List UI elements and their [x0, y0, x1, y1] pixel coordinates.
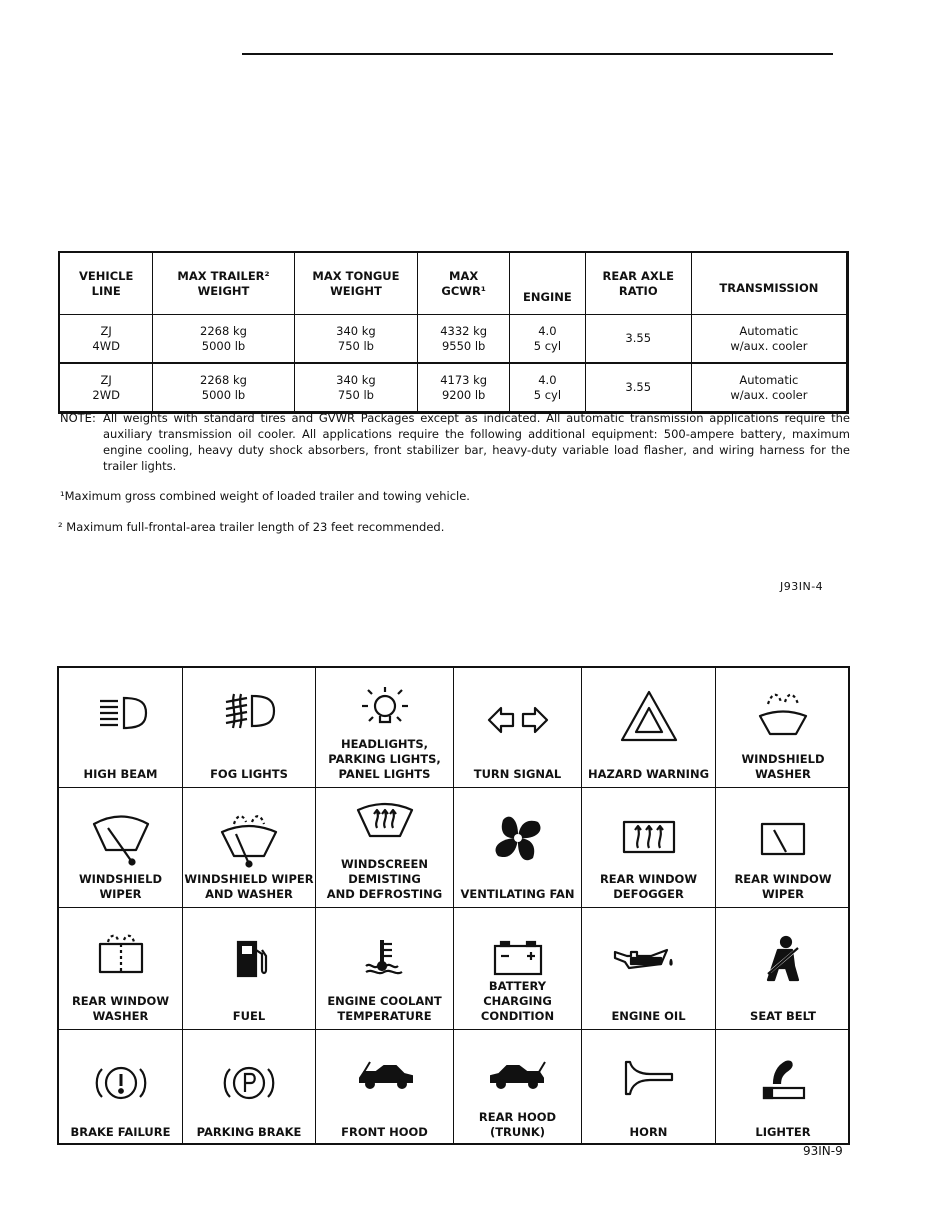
cell-engine: 4.0 5 cyl [510, 315, 586, 364]
symbol-cell-rear-wiper [716, 788, 850, 908]
windshield-washer-icon [748, 688, 818, 740]
cell-vehicle-line: ZJ 4WD [59, 315, 153, 364]
symbol-cell-battery [454, 908, 582, 1030]
fog-lights-icon [214, 688, 284, 738]
symbol-label: HEADLIGHTS, PARKING LIGHTS, PANEL LIGHTS [328, 737, 441, 781]
symbol-cell-fuel [183, 908, 316, 1030]
cell-rear-axle-ratio: 3.55 [585, 363, 691, 413]
symbol-cell-parking-brake [183, 1030, 316, 1145]
symbol-cell-wiper-and-washer [183, 788, 316, 908]
cell-max-gcwr: 4332 kg 9550 lb [418, 315, 510, 364]
symbol-label: FOG LIGHTS [210, 767, 288, 781]
symbol-cell-horn [582, 1030, 716, 1145]
symbol-label: TURN SIGNAL [473, 767, 562, 781]
footnote-1: ¹Maximum gross combined weight of loaded trailer and towing vehicle. [60, 489, 470, 503]
symbol-label: HIGH BEAM [83, 767, 158, 781]
symbol-label: REAR WINDOW WIPER [734, 872, 832, 901]
cell-max-trailer-weight: 2268 kg 5000 lb [153, 363, 294, 413]
symbol-cell-high-beam [59, 668, 183, 788]
figure-id-table: J93IN-4 [780, 580, 824, 593]
battery-icon [483, 938, 553, 978]
symbol-cell-ventilating-fan [454, 788, 582, 908]
coolant-temperature-icon [350, 936, 420, 978]
symbol-label: WINDSHIELD WIPER AND WASHER [184, 872, 314, 901]
symbol-cell-headlights [316, 668, 454, 788]
symbol-cell-seat-belt [716, 908, 850, 1030]
cell-engine: 4.0 5 cyl [510, 363, 586, 413]
seat-belt-icon [748, 934, 818, 984]
symbol-cell-turn-signal [454, 668, 582, 788]
cell-max-trailer-weight: 2268 kg 5000 lb [153, 315, 294, 364]
cell-transmission: Automatic w/aux. cooler [691, 315, 847, 364]
symbol-cell-fog-lights [183, 668, 316, 788]
parking-brake-icon [214, 1060, 284, 1106]
windshield-wiper-icon [86, 810, 156, 866]
header-transmission: TRANSMISSION [691, 252, 847, 315]
symbol-label: SEAT BELT [750, 1009, 816, 1023]
symbol-label: WINDSHIELD WIPER [78, 872, 163, 901]
towing-spec-table [58, 251, 849, 414]
table-header-row [59, 252, 848, 315]
header-max-gcwr: MAX GCWR¹ [418, 252, 510, 315]
table-row [59, 315, 848, 364]
symbol-label: PARKING BRAKE [196, 1125, 302, 1139]
symbol-cell-windshield-wiper [59, 788, 183, 908]
note-text: All weights with standard tires and GVWR Packages except as indicated. All automatic transmission applications require the auxiliary transmission oil cooler. All applications require the following additional equipment: 500-ampere battery, maximum engine cooling, heavy duty shock absorbers, front stabilizer bar, heavy-duty variable load flasher, and wiring harness for the trailer lights. [103, 411, 850, 473]
symbol-cell-coolant-temperature [316, 908, 454, 1030]
symbol-label: REAR WINDOW WASHER [71, 994, 170, 1023]
header-max-tongue-weight: MAX TONGUE WEIGHT [294, 252, 418, 315]
symbol-label: REAR HOOD (TRUNK) [478, 1110, 557, 1139]
symbol-label: FUEL [232, 1009, 266, 1023]
rear-hood-icon [483, 1060, 553, 1090]
fuel-icon [214, 938, 284, 980]
indicator-symbols-grid [57, 666, 850, 1145]
symbol-cell-engine-oil [582, 908, 716, 1030]
symbol-label: BATTERY CHARGING CONDITION [480, 979, 555, 1023]
symbol-label: BRAKE FAILURE [70, 1125, 171, 1139]
symbol-label: LIGHTER [755, 1125, 811, 1139]
symbol-label: ENGINE OIL [611, 1009, 686, 1023]
header-rear-axle-ratio: REAR AXLE RATIO [585, 252, 691, 315]
rear-defogger-icon [614, 816, 684, 858]
symbol-label: ENGINE COOLANT TEMPERATURE [327, 994, 442, 1023]
engine-oil-icon [611, 942, 687, 978]
symbol-label: FRONT HOOD [341, 1125, 428, 1139]
cell-max-tongue-weight: 340 kg 750 lb [294, 315, 418, 364]
table-note [60, 410, 850, 474]
cell-max-tongue-weight: 340 kg 750 lb [294, 363, 418, 413]
front-hood-icon [350, 1060, 420, 1090]
header-max-trailer-weight: MAX TRAILER² WEIGHT [153, 252, 294, 315]
ventilating-fan-icon [483, 810, 553, 866]
symbol-cell-rear-hood [454, 1030, 582, 1145]
top-rule [242, 53, 833, 55]
turn-signal-icon [483, 700, 553, 740]
symbol-label: HORN [629, 1125, 668, 1139]
symbol-label: WINDSCREEN DEMISTING AND DEFROSTING [326, 857, 443, 901]
lighter-icon [748, 1054, 818, 1102]
figure-id-symbols: 93IN-9 [803, 1144, 843, 1158]
brake-failure-icon [86, 1060, 156, 1106]
symbol-label: HAZARD WARNING [587, 767, 710, 781]
high-beam-icon [86, 688, 156, 738]
cell-vehicle-line: ZJ 2WD [59, 363, 153, 413]
cell-transmission: Automatic w/aux. cooler [691, 363, 847, 413]
header-vehicle-line: VEHICLE LINE [59, 252, 153, 315]
symbol-cell-rear-defogger [582, 788, 716, 908]
symbol-cell-lighter [716, 1030, 850, 1145]
rear-washer-icon [86, 930, 156, 980]
windscreen-defrost-icon [350, 798, 420, 846]
symbol-label: VENTILATING FAN [460, 887, 575, 901]
cell-max-gcwr: 4173 kg 9200 lb [418, 363, 510, 413]
symbol-label: REAR WINDOW DEFOGGER [599, 872, 698, 901]
note-label: NOTE: [60, 411, 96, 425]
symbol-cell-front-hood [316, 1030, 454, 1145]
symbol-cell-rear-washer [59, 908, 183, 1030]
symbol-cell-windshield-washer [716, 668, 850, 788]
rear-wiper-icon [748, 818, 818, 860]
symbol-cell-brake-failure [59, 1030, 183, 1145]
symbol-cell-hazard-warning [582, 668, 716, 788]
wiper-and-washer-icon [214, 812, 284, 868]
hazard-warning-icon [614, 688, 684, 744]
footnote-2: ² Maximum full-frontal-area trailer length of 23 feet recommended. [58, 520, 445, 534]
horn-icon [614, 1058, 684, 1098]
header-engine: ENGINE [510, 252, 586, 315]
table-row [59, 363, 848, 413]
cell-rear-axle-ratio: 3.55 [585, 315, 691, 364]
symbol-label: WINDSHIELD WASHER [741, 752, 825, 781]
headlights-icon [350, 684, 420, 738]
symbol-cell-windscreen-defrost [316, 788, 454, 908]
